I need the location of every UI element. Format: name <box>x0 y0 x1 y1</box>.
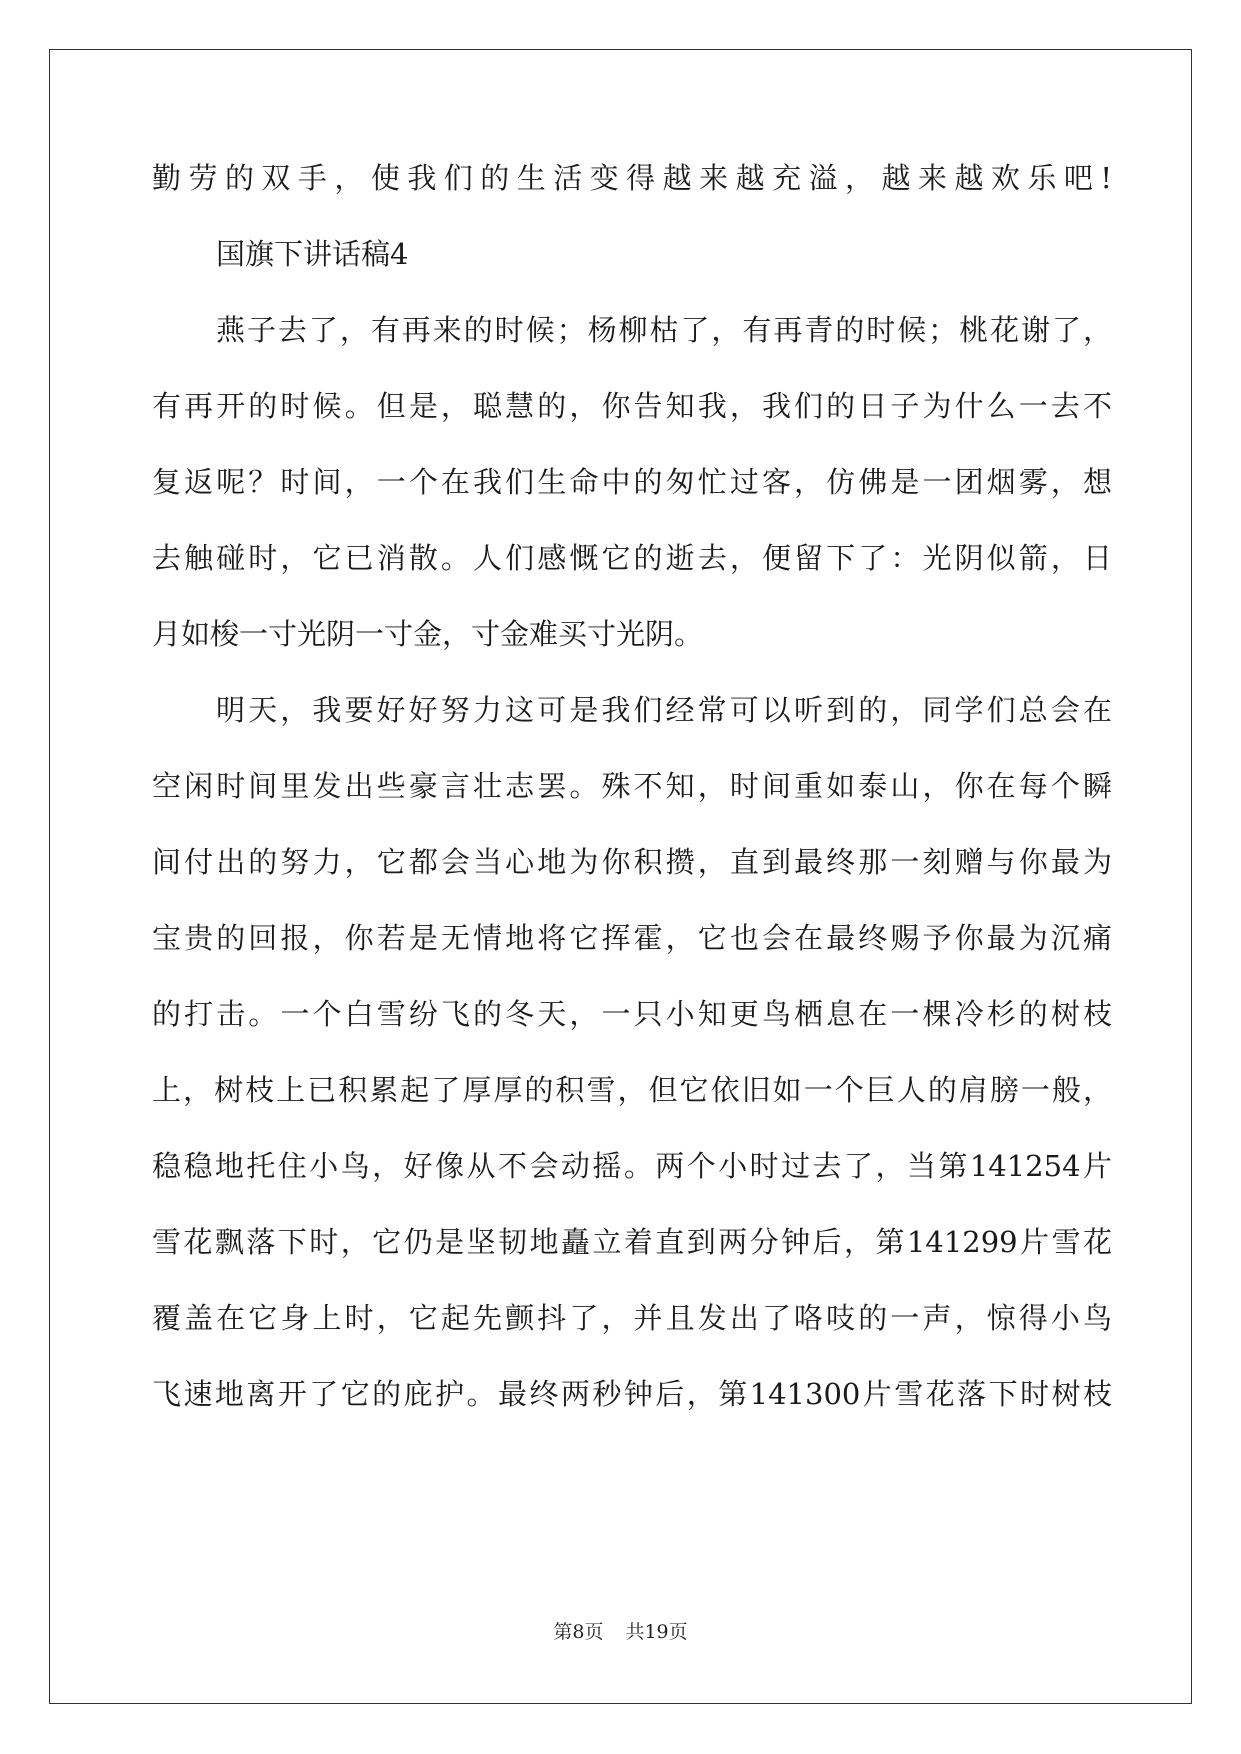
page-footer <box>0 1619 1241 1645</box>
text-line: 勤劳的双手，使我们的生活变得越来越充溢，越来越欢乐吧! <box>152 161 1112 195</box>
page-total: 共19页 <box>625 1621 688 1643</box>
text-line: 燕子去了，有再来的时候；杨柳枯了，有再青的时候；桃花谢了， <box>216 313 1112 347</box>
text-line: 雪花飘落下时，它仍是坚韧地矗立着直到两分钟后，第141299片雪花 <box>152 1225 1112 1259</box>
text-line: 月如梭一寸光阴一寸金，寸金难买寸光阴。 <box>152 617 704 651</box>
text-line: 明天，我要好好努力这可是我们经常可以听到的，同学们总会在 <box>216 693 1112 727</box>
text-line: 稳稳地托住小鸟，好像从不会动摇。两个小时过去了，当第141254片 <box>152 1149 1112 1183</box>
page-number: 第8页 <box>553 1621 604 1643</box>
text-line: 飞速地离开了它的庇护。最终两秒钟后，第141300片雪花落下时树枝 <box>152 1377 1112 1411</box>
text-line: 去触碰时，它已消散。人们感慨它的逝去，便留下了：光阴似箭，日 <box>152 541 1112 575</box>
text-line: 复返呢？时间，一个在我们生命中的匆忙过客，仿佛是一团烟雾，想 <box>152 465 1112 499</box>
text-line: 宝贵的回报，你若是无情地将它挥霍，它也会在最终赐予你最为沉痛 <box>152 921 1112 955</box>
text-line: 空闲时间里发出些豪言壮志罢。殊不知，时间重如泰山，你在每个瞬 <box>152 769 1112 803</box>
text-line: 上，树枝上已积累起了厚厚的积雪，但它依旧如一个巨人的肩膀一般， <box>152 1073 1112 1107</box>
text-line: 有再开的时候。但是，聪慧的，你告知我，我们的日子为什么一去不 <box>152 389 1112 423</box>
text-line: 的打击。一个白雪纷飞的冬天，一只小知更鸟栖息在一棵冷杉的树枝 <box>152 997 1112 1031</box>
text-line: 覆盖在它身上时，它起先颤抖了，并且发出了咯吱的一声，惊得小鸟 <box>152 1301 1112 1335</box>
text-line: 间付出的努力，它都会当心地为你积攒，直到最终那一刻赠与你最为 <box>152 845 1112 879</box>
section-heading: 国旗下讲话稿4 <box>216 237 409 271</box>
